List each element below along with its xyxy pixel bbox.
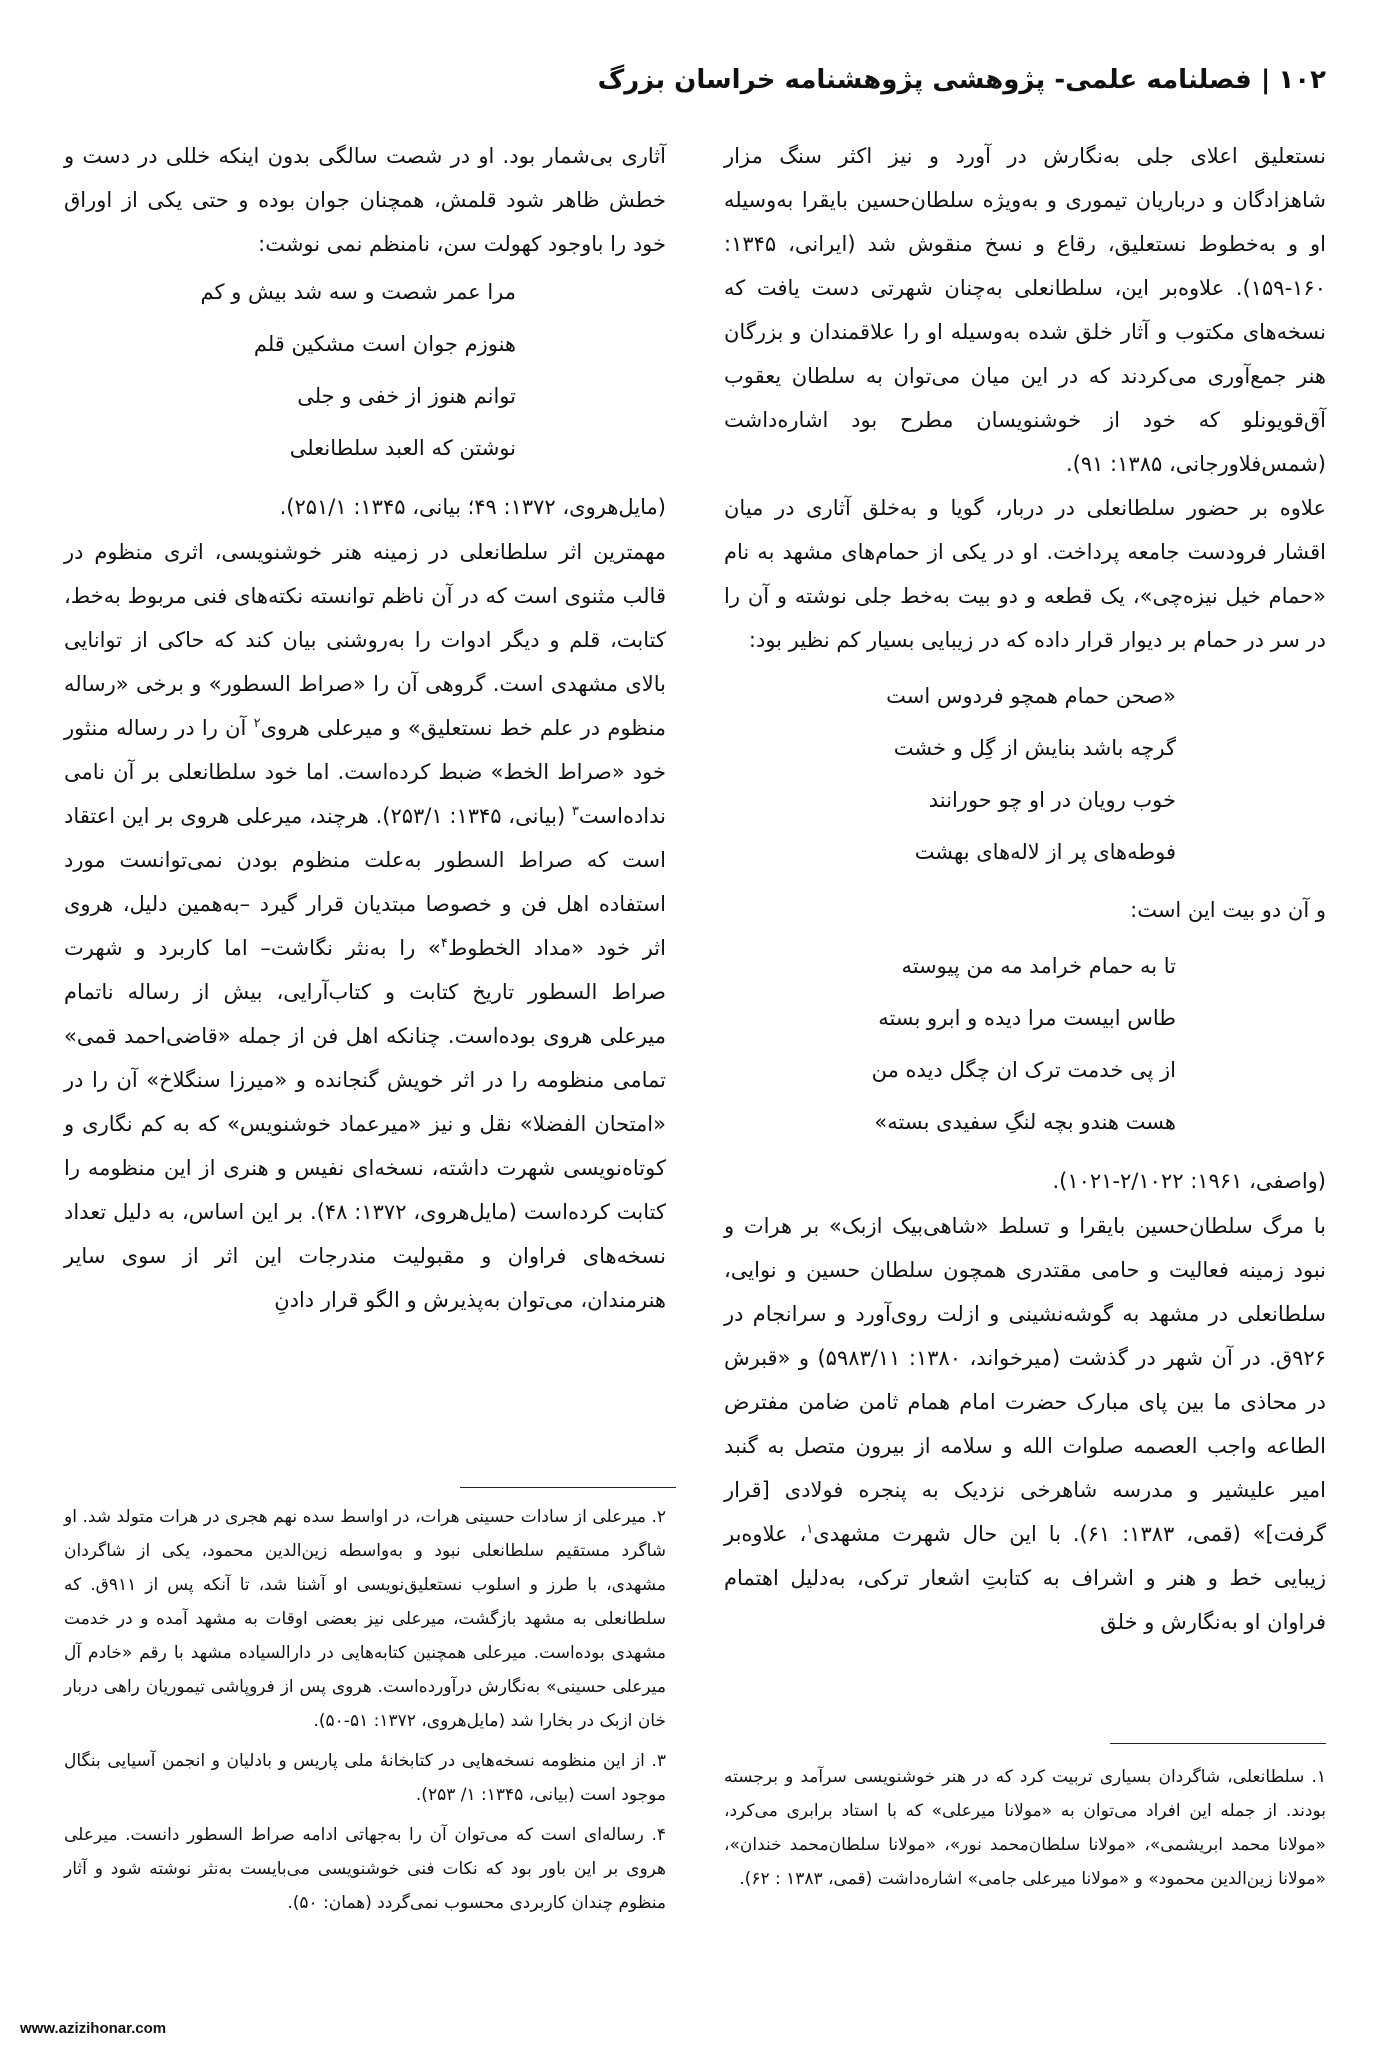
text-run: آن را در رساله منثور خود «صراط الخط» ضبط کرده‌است. اما خود سلطانعلی بر آن نامی نداده‌است [64,716,666,828]
footnote-ref-4: ۴ [440,936,448,951]
left-citation: (مایل‌هروی، ۱۳۷۲: ۴۹؛ بیانی، ۱۳۴۵: ۲۵۱/۱). [279,495,666,519]
poem-line: گرچه باشد بنایش از گِل و خشت [893,736,1176,760]
right-column [724,134,1326,1644]
left-paragraph-1: آثاری بی‌شمار بود. او در شصت سالگی بدون اینکه خللی در دست و خطش ظاهر شود قلمش، همچنان جوان بوده و حتی یکی از اوراق خود را باوجود کهولت سن، نامنظم نمی نوشت: [64,144,666,256]
right-citation: (واصفی، ۱۹۶۱: ۲/۱۰۲۲-۱۰۲۱). [1052,1169,1326,1193]
poem-line: فوطه‌های پر از لاله‌های بهشت [914,840,1176,864]
page-number: ۱۰۲ [1278,65,1326,95]
footnote-1: ۱. سلطانعلی، شاگردان بسیاری تربیت کرد که در هنر خوشنویسی سرآمد و برجسته بودند. از جمله این افراد می‌توان به «مولانا میرعلی» که با استاد برابری می‌کرد، «مولانا محمد ابریشمی»، «مولانا سلطان‌محمد نور»، «مولانا سلطان‌محمد خندان»، «مولانا زین‌الدین محمود» و «مولانا میرعلی جامی» اشاره‌داشت (قمی، ۱۳۸۳ : ۶۲). [724,1767,1326,1889]
text-run: (بیانی، ۱۳۴۵: ۲۵۳/۱). هرچند، میرعلی هروی بر این اعتقاد است که صراط السطور به‌علت منظوم بودن نمی‌توانست مورد استفاده اهل فن و خصوصا مبتدیان قرار گیرد –به‌همین دلیل، هروی اثر خود «مداد الخطوط [64,804,666,960]
footnote-3: ۳. از این منظومه نسخه‌هایی در کتابخانهٔ ملی پاریس و بادلیان و انجمن آسیایی بنگال موجود است (بیانی، ۱۳۴۵: ۱/ ۲۵۳). [64,1751,666,1805]
website-url[interactable]: www.azizihonar.com [20,2020,167,2037]
right-paragraph-3: و آن دو بیت این است: [1130,898,1326,922]
poem-line: هست هندو بچه لنگِ سفیدی بسته» [874,1110,1176,1134]
header-separator: | [1260,65,1271,95]
poem-line: توانم هنوز از خفی و جلی [297,384,516,408]
age-poem [64,266,666,474]
text-run: » را به‌نثر نگاشت– اما کاربرد و شهرت صراط السطور تاریخ کتابت و کتاب‌آرایی، بیش از رساله ناتمام میرعلی هروی بوده‌است. چنانکه اهل فن از جمله «قاضی‌احمد قمی» تمامی منظومه را در اثر خویش گنجانده و «میرزا سنگلاخ» آن را در «امتحان الفضلا» نقل و نیز «میرعماد خوشنویس» که به کم نگاری و کوتاه‌نویسی شهرت داشته، نسخه‌ای نفیس و هنری از این منظومه را کتابت کرده‌است (مایل‌هروی، ۱۳۷۲: ۴۸). بر این اساس، به دلیل تعداد نسخه‌های فراوان و مقبولیت مندرجات این اثر از سوی سایر هنرمندان، می‌توان به‌پذیرش و الگو قرار دادنِ [64,936,666,1312]
poem-line: «صحن حمام همچو فردوس است [886,684,1176,708]
poem-line: نوشتن که العبد سلطانعلی [289,436,516,460]
poem-line: تا به حمام خرامد مه من پیوسته [901,954,1176,978]
poem-line: از پی خدمت ترک ان چگل دیده من [871,1058,1176,1082]
left-column [64,134,666,1322]
poem-line: مرا عمر شصت و سه شد بیش و کم [200,280,516,304]
footnote-2: ۲. میرعلی از سادات حسینی هرات، در اواسط سده نهم هجری در هرات متولد شد. او شاگرد مستقیم سلطانعلی نبود و به‌واسطه زین‌الدین محمود، یکی از شاگردان مشهدی، با طرز و اسلوب نستعلیق‌نویسی او آشنا شد، تا آنکه پس از ۹۱۱ق. که سلطانعلی به مشهد بازگشت، میرعلی نیز بعضی اوقات به مشهد آمده و در خدمت مشهدی بوده‌است. میرعلی همچنین کتابه‌هایی در دارالسیاده مشهد با رقم «خادم آل میرعلی حسینی» به‌نگارش درآورده‌است. هروی پس از فروپاشی تیموریان راهی دربار خان ازبک در بخارا شد (مایل‌هروی، ۱۳۷۲: ۵۱-۵۰). [64,1507,666,1731]
poem-line: خوب رویان در او چو حورانند [928,788,1176,812]
text-run: با مرگ سلطان‌حسین بایقرا و تسلط «شاهی‌بیک ازبک» بر هرات و نبود زمینه فعالیت و حامی مقتدری همچون سلطان حسین و نوایی، سلطانعلی در مشهد به گوشه‌نشینی و ازلت روی‌آورد و سرانجام در ۹۲۶ق. در آن شهر در گذشت (میرخواند، ۱۳۸۰: ۵۹۸۳/۱۱) و «قبرش در محاذی ما بین پای مبارک حضرت امام همام ثامن ضامن مفترض الطاعه واجب العصمه صلوات الله و سلامه از بیرون متصل به گنبد امیر علیشیر و مدرسه شاهرخی نزدیک به پنجره فولادی [قرار گرفت]» (قمی، ۱۳۸۳: ۶۱). با این حال شهرت مشهدی [724,1214,1326,1546]
left-paragraph-2 [64,530,666,1322]
right-paragraph-2: علاوه بر حضور سلطانعلی در دربار، گویا و به‌خلق آثاری در میان اقشار فرودست جامعه پرداخت. او در یکی از حمام‌های مشهد به نام «حمام خیل نیزه‌چی»، یک قطعه و دو بیت به‌خط جلی نوشته و آن را در سر در حمام بر دیوار قرار داده که در زیبایی بسیار کم نظیر بود: [724,496,1326,652]
footnote-ref-3: ۳ [571,804,579,819]
journal-title: فصلنامه علمی- پژوهشی پژوهشنامه خراسان بزرگ [597,65,1252,95]
right-footnotes [724,1760,1326,1902]
footnote-ref-2: ۲ [253,716,261,731]
right-paragraph-4 [724,1204,1326,1644]
footnote-ref-1: ۱ [806,1522,814,1537]
left-footnotes [64,1500,666,1926]
poem-line: طاس ابیست مرا دیده و ابرو بسته [878,1006,1176,1030]
text-run: مهمترین اثر سلطانعلی در زمینه هنر خوشنویسی، اثری منظوم در قالب مثنوی است که در آن ناظم توانسته نکته‌های فنی مربوط به‌خط، کتابت، قلم و دیگر ادوات را به‌روشنی بیان کند که حاکی از توانایی بالای مشهدی است. گروهی آن را «صراط السطور» و برخی «رساله منظوم در علم خط نستعلیق» و میرعلی هروی [64,540,666,740]
text-run: ، علاوه‌بر زیبایی خط و هنر و اشراف به کتابتِ اشعار ترکی، به‌دلیل اهتمام فراوان او به‌نگارش و خلق [724,1522,1326,1634]
footnote-4: ۴. رساله‌ای است که می‌توان آن را به‌جهاتی ادامه صراط السطور دانست. میرعلی هروی بر این باور بود که نکات فنی خوشنویسی می‌بایست به‌نثر نوشته شود و آثار منظوم چندان کاربردی محسوب نمی‌گردد (همان: ۵۰). [64,1825,666,1913]
bath-poem-1 [724,670,1326,878]
right-paragraph-1: نستعلیق اعلای جلی به‌نگارش در آورد و نیز اکثر سنگ مزار شاهزادگان و درباریان تیموری و به‌ویژه سلطان‌حسین بایقرا به‌وسیله او و به‌خطوط نستعلیق، رقاع و نسخ منقوش شد (ایرانی، ۱۳۴۵: ۱۶۰-۱۵۹). علاوه‌بر این، سلطانعلی به‌چنان شهرتی دست یافت که نسخه‌های مکتوب و آثار خلق شده به‌وسیله او را علاقمندان و بزرگان هنر جمع‌آوری می‌کردند که در این میان می‌توان به سلطان یعقوب آق‌قویونلو که خود از خوشنویسان مطرح بود اشاره‌داشت (شمس‌فلاورجانی، ۱۳۸۵: ۹۱). [724,144,1326,476]
footnote-divider [1110,1743,1326,1744]
footnote-divider [460,1487,676,1488]
bath-poem-2 [724,940,1326,1148]
poem-line: هنوزم جوان است مشکین قلم [253,332,516,356]
page-header [74,58,1326,102]
